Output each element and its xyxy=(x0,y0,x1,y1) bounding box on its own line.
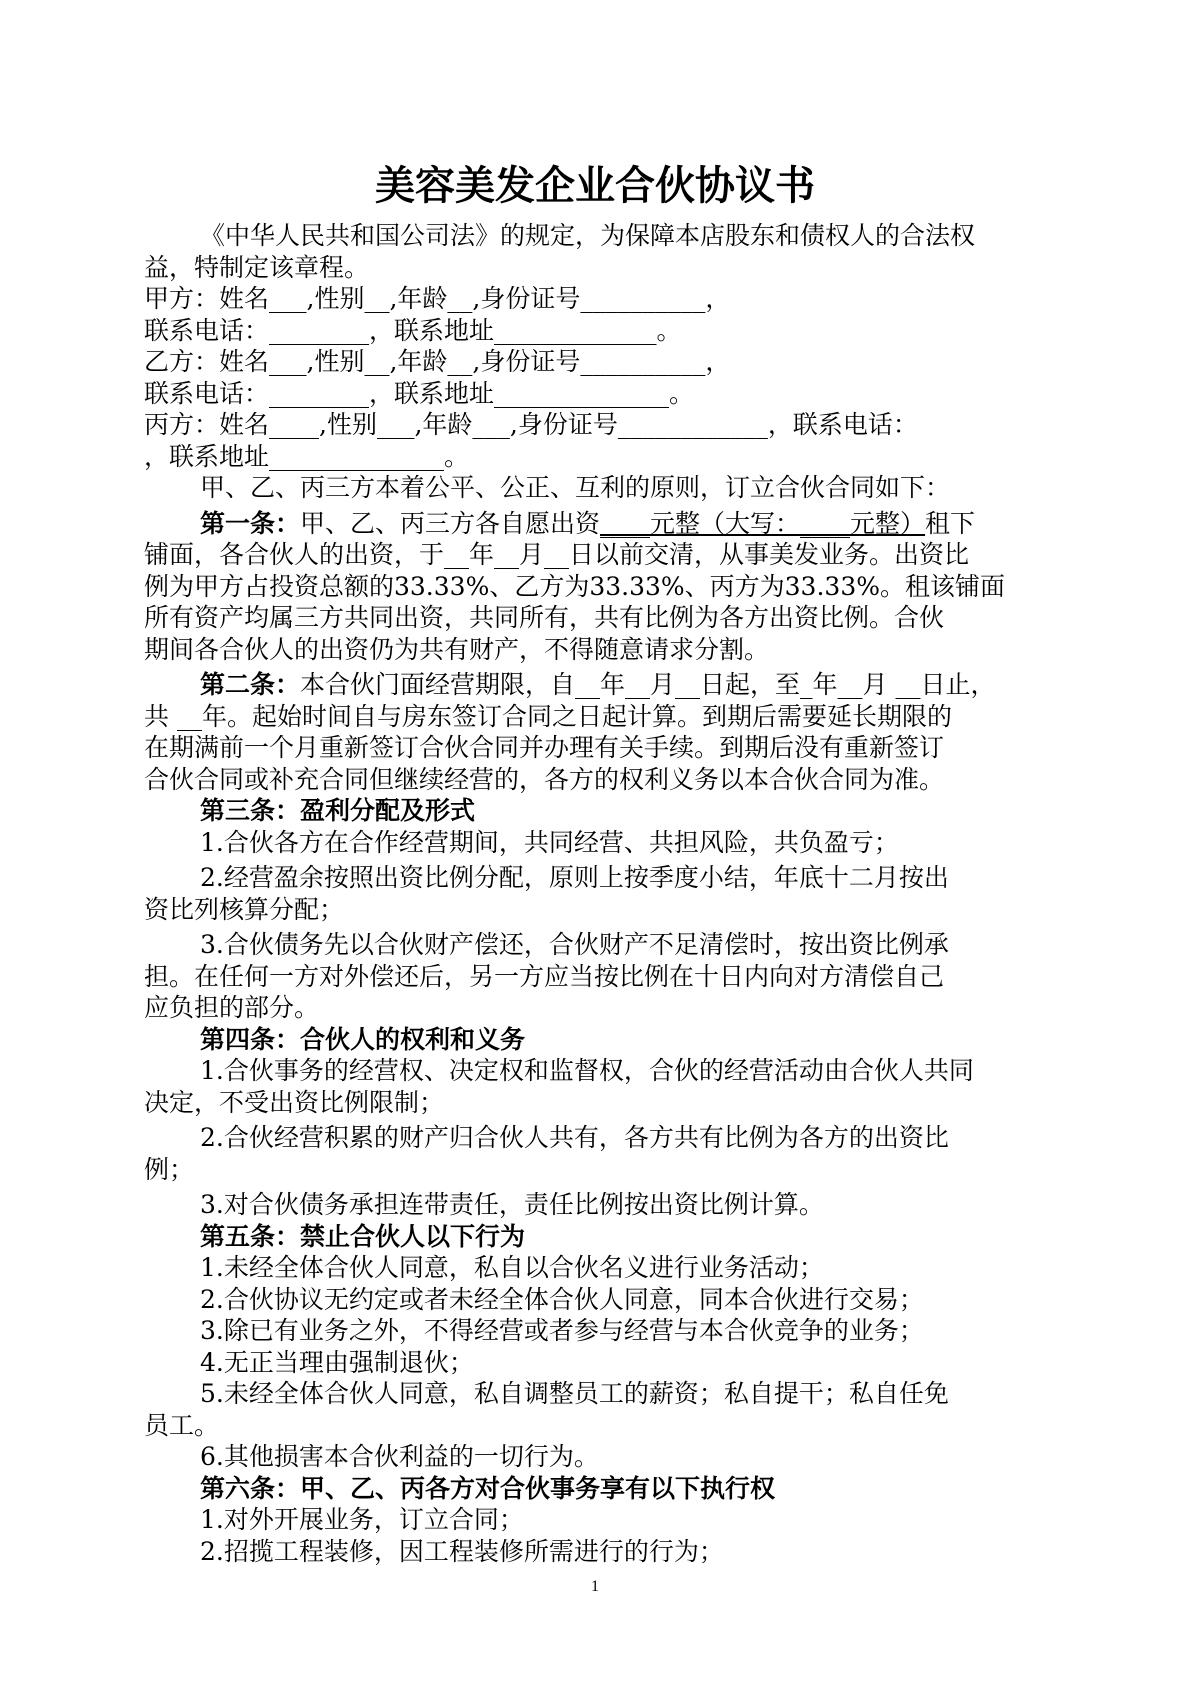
article-2-line: 合伙合同或补充合同但继续经营的，各方的权利义务以本合伙合同为准。 xyxy=(144,764,945,794)
article-3-item-cont: 应负担的部分。 xyxy=(144,993,320,1022)
article-1-label: 第一条： xyxy=(200,508,301,538)
article-4-item: 3.对合伙债务承担连带责任，责任比例按出资比例计算。 xyxy=(200,1190,824,1219)
article-6-item: 1.对外开展业务，订立合同； xyxy=(200,1505,524,1534)
party-b-contact: 联系电话：________，联系地址______________。 xyxy=(144,378,695,408)
article-4-item: 1.合伙事务的经营权、决定权和监督权，合伙的经营活动由合伙人共同 xyxy=(200,1056,974,1085)
article-3-item-cont: 资比列核算分配； xyxy=(144,894,345,924)
article-5-item: 2.合伙协议无约定或者未经全体合伙人同意，同本合伙进行交易； xyxy=(200,1284,924,1314)
article-4-item-cont: 决定，不受出资比例限制； xyxy=(144,1087,445,1117)
article-5-item: 4.无正当理由强制退伙； xyxy=(200,1347,474,1377)
article-1-text: 甲、乙、丙三方各自愿出资 xyxy=(300,508,601,538)
article-3-item: 3.合伙债务先以合伙财产偿还，合伙财产不足清偿时，按出资比例承 xyxy=(200,930,949,959)
preamble-line: 益，特制定该章程。 xyxy=(144,252,370,282)
article-2-label: 第二条： xyxy=(200,670,301,699)
article-1-text-end: 租下 xyxy=(925,508,976,538)
article-5-item: 6.其他损害本合伙利益的一切行为。 xyxy=(200,1442,599,1471)
article-2-line: 共 __年。起始时间自与房东签订合同之日起计算。到期后需要延长期限的 xyxy=(144,701,952,731)
article-3-item-cont: 担。在任何一方对外偿还后，另一方应当按比例在十日内向对方清偿自己 xyxy=(144,961,945,991)
article-6-item: 2.招揽工程装修，因工程装修所需进行的行为； xyxy=(200,1536,724,1566)
article-1-line: 例为甲方占投资总额的33.33%、乙方为33.33%、丙方为33.33%。租该铺面 xyxy=(144,571,1005,601)
party-c-info: 丙方：姓名____,性别___,年龄___,身份证号____________，联系电话： xyxy=(144,410,918,439)
article-1-line: 铺面，各合伙人的出资，于__年__月__日以前交清，从事美发业务。出资比 xyxy=(144,540,970,569)
document-body xyxy=(144,220,1049,1567)
article-1-line: 所有资产均属三方共同出资，共同所有，共有比例为各方出资比例。合伙 xyxy=(144,603,945,632)
article-1-amount: ____元整（大写：____元整） xyxy=(600,508,926,538)
article-2-text: 本合伙门面经营期限，自__年__月__日起，至_年__月 __日止， xyxy=(300,670,996,699)
article-2 xyxy=(144,669,1049,701)
party-a-contact: 联系电话：________，联系地址_____________。 xyxy=(144,315,682,345)
article-4-heading: 第四条：合伙人的权利和义务 xyxy=(200,1024,526,1054)
article-5-item-cont: 员工。 xyxy=(144,1410,220,1440)
article-3-heading: 第三条：盈利分配及形式 xyxy=(200,796,476,825)
article-2-line: 在期满前一个月重新签订合伙合同并办理有关手续。到期后没有重新签订 xyxy=(144,733,945,762)
article-1-line: 期间各合伙人的出资仍为共有财产，不得随意请求分割。 xyxy=(144,634,770,664)
article-3-item: 1.合伙各方在合作经营期间，共同经营、共担风险，共负盈亏； xyxy=(200,827,899,857)
article-5-item: 3.除已有业务之外，不得经营或者参与经营与本合伙竞争的业务； xyxy=(200,1316,924,1345)
article-4-item-cont: 例； xyxy=(144,1154,195,1184)
article-5-item: 5.未经全体合伙人同意，私自调整员工的薪资；私自提干；私自任免 xyxy=(200,1379,949,1408)
party-a-info: 甲方：姓名___,性别__,年龄__,身份证号__________， xyxy=(144,284,731,313)
article-5-heading: 第五条：禁止合伙人以下行为 xyxy=(200,1221,526,1251)
article-6-heading: 第六条：甲、乙、丙各方对合伙事务享有以下执行权 xyxy=(200,1473,776,1503)
article-5-item: 1.未经全体合伙人同意，私自以合伙名义进行业务活动； xyxy=(200,1253,824,1282)
party-c-contact: ，联系地址______________。 xyxy=(144,441,470,471)
document-title: 美容美发企业合伙协议书 xyxy=(375,163,815,209)
intro-paragraph: 甲、乙、丙三方本着公平、公正、互利的原则，订立合伙合同如下： xyxy=(200,473,951,502)
article-3-item: 2.经营盈余按照出资比例分配，原则上按季度小结，年底十二月按出 xyxy=(200,863,949,892)
article-1 xyxy=(144,508,1049,540)
preamble-line: 《中华人民共和国公司法》的规定，为保障本店股东和债权人的合法权 xyxy=(200,221,976,250)
page-number: 1 xyxy=(591,1578,599,1595)
party-b-info: 乙方：姓名___,性别__,年龄__,身份证号__________， xyxy=(144,347,731,376)
article-4-item: 2.合伙经营积累的财产归合伙人共有，各方共有比例为各方的出资比 xyxy=(200,1123,949,1152)
